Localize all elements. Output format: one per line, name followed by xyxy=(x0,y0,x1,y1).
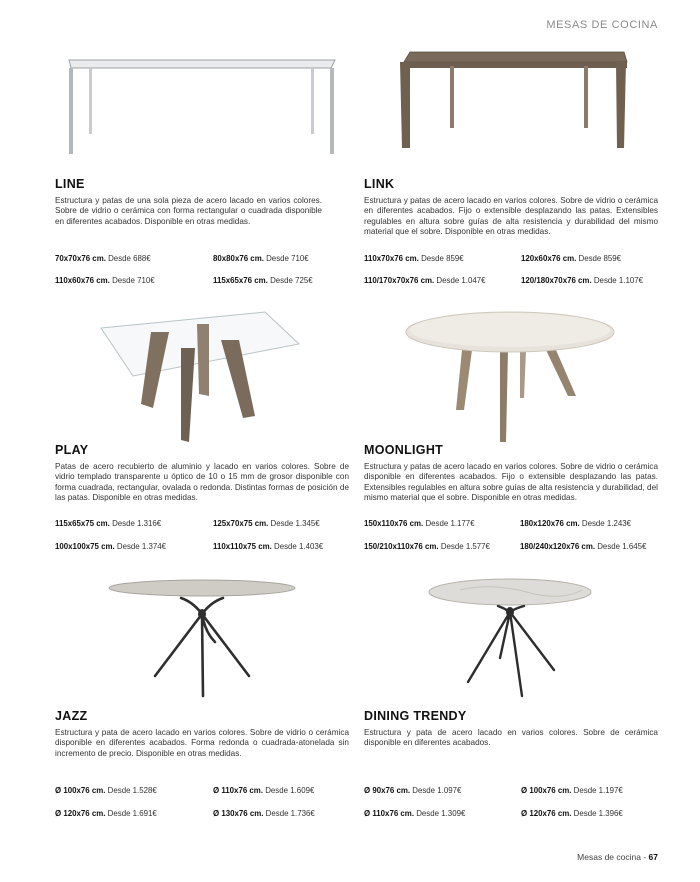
price-item: 120x60x76 cm. Desde 859€ xyxy=(521,254,622,263)
price-item: 110x60x76 cm. Desde 710€ xyxy=(55,276,155,285)
page-number: 67 xyxy=(648,852,658,862)
price-item: 115x65x76 cm. Desde 725€ xyxy=(213,276,313,285)
footer-separator: - xyxy=(640,852,649,862)
price-item: 120/180x70x76 cm. Desde 1.107€ xyxy=(521,276,643,285)
link-table-image xyxy=(364,0,660,170)
footer-label: Mesas de cocina xyxy=(577,852,641,862)
price-item: 110x70x76 cm. Desde 859€ xyxy=(364,254,464,263)
product-name: DINING TRENDY xyxy=(364,709,467,723)
product-description: Estructura y patas de acero lacado en varios colores. Sobre de vidrio o cerámica disponible en diferentes acabados. Fijo o extensible desplazando las patas. Extensibles regulables en altura sobre guías de alta resistencia y durabilidad, del mismo material que el sobre. Disponible en otras medidas. xyxy=(364,462,658,502)
play-table-image xyxy=(55,304,351,444)
price-item: 100x100x75 cm. Desde 1.374€ xyxy=(55,542,167,551)
product-description: Patas de acero recubierto de aluminio y lacado en varios colores. Sobre de vidrio templado transparente u óptico de 10 o 15 mm de grosor disponible con forma cuadrada, rectangular, ovalada o redonda. Distintas formas de posición de las patas. Disponible en otras medidas. xyxy=(55,462,349,502)
price-item: Ø 120x76 cm. Desde 1.691€ xyxy=(55,809,157,818)
jazz-table-image xyxy=(55,572,351,702)
product-description: Estructura y pata de acero lacado en varios colores. Sobre de vidrio o cerámica disponible en diferentes acabados. Forma redonda o cuadrada-atonelada sin incremento de precio. Disponible en otras medidas. xyxy=(55,728,349,758)
price-item: Ø 100x76 cm. Desde 1.197€ xyxy=(521,786,623,795)
product-name: MOONLIGHT xyxy=(364,443,444,457)
price-item: Ø 120x76 cm. Desde 1.396€ xyxy=(521,809,623,818)
product-description: Estructura y patas de acero lacado en varios colores. Sobre de vidrio o cerámica en diferentes acabados. Fijo o extensible desplazando las patas. Extensibles regulables en altura sobre guías de alta resistencia y durabilidad del mismo material que el sobre. Disponible en otras medidas. xyxy=(364,196,658,236)
price-item: 115x65x75 cm. Desde 1.316€ xyxy=(55,519,162,528)
price-item: 150/210x110x76 cm. Desde 1.577€ xyxy=(364,542,490,551)
price-item: Ø 90x76 cm. Desde 1.097€ xyxy=(364,786,462,795)
price-item: Ø 100x76 cm. Desde 1.528€ xyxy=(55,786,157,795)
product-name: LINE xyxy=(55,177,85,191)
page-footer xyxy=(577,852,658,862)
price-item: 80x80x76 cm. Desde 710€ xyxy=(213,254,309,263)
line-table-image xyxy=(55,0,351,170)
dining-trendy-table-image xyxy=(364,572,660,702)
price-item: 110x110x75 cm. Desde 1.403€ xyxy=(213,542,324,551)
price-item: Ø 110x76 cm. Desde 1.609€ xyxy=(213,786,315,795)
price-item: Ø 110x76 cm. Desde 1.309€ xyxy=(364,809,466,818)
product-name: LINK xyxy=(364,177,395,191)
price-item: Ø 130x76 cm. Desde 1.736€ xyxy=(213,809,315,818)
product-description: Estructura y patas de una sola pieza de acero lacado en varios colores. Sobre de vidrio o cerámica con forma rectangular o cuadrada disponible en diferentes acabados. Disponible en otras medidas. xyxy=(55,196,322,226)
price-item: 180x120x76 cm. Desde 1.243€ xyxy=(520,519,632,528)
product-description: Estructura y pata de acero lacado en varios colores. Sobre de cerámica disponible en diferentes acabados. xyxy=(364,728,658,748)
moonlight-table-image xyxy=(364,304,660,444)
section-title: MESAS DE COCINA xyxy=(546,19,658,31)
product-name: JAZZ xyxy=(55,709,88,723)
product-name: PLAY xyxy=(55,443,89,457)
price-item: 125x70x75 cm. Desde 1.345€ xyxy=(213,519,320,528)
price-item: 180/240x120x76 cm. Desde 1.645€ xyxy=(520,542,647,551)
price-item: 110/170x70x76 cm. Desde 1.047€ xyxy=(364,276,486,285)
price-item: 150x110x76 cm. Desde 1.177€ xyxy=(364,519,475,528)
price-item: 70x70x76 cm. Desde 688€ xyxy=(55,254,151,263)
